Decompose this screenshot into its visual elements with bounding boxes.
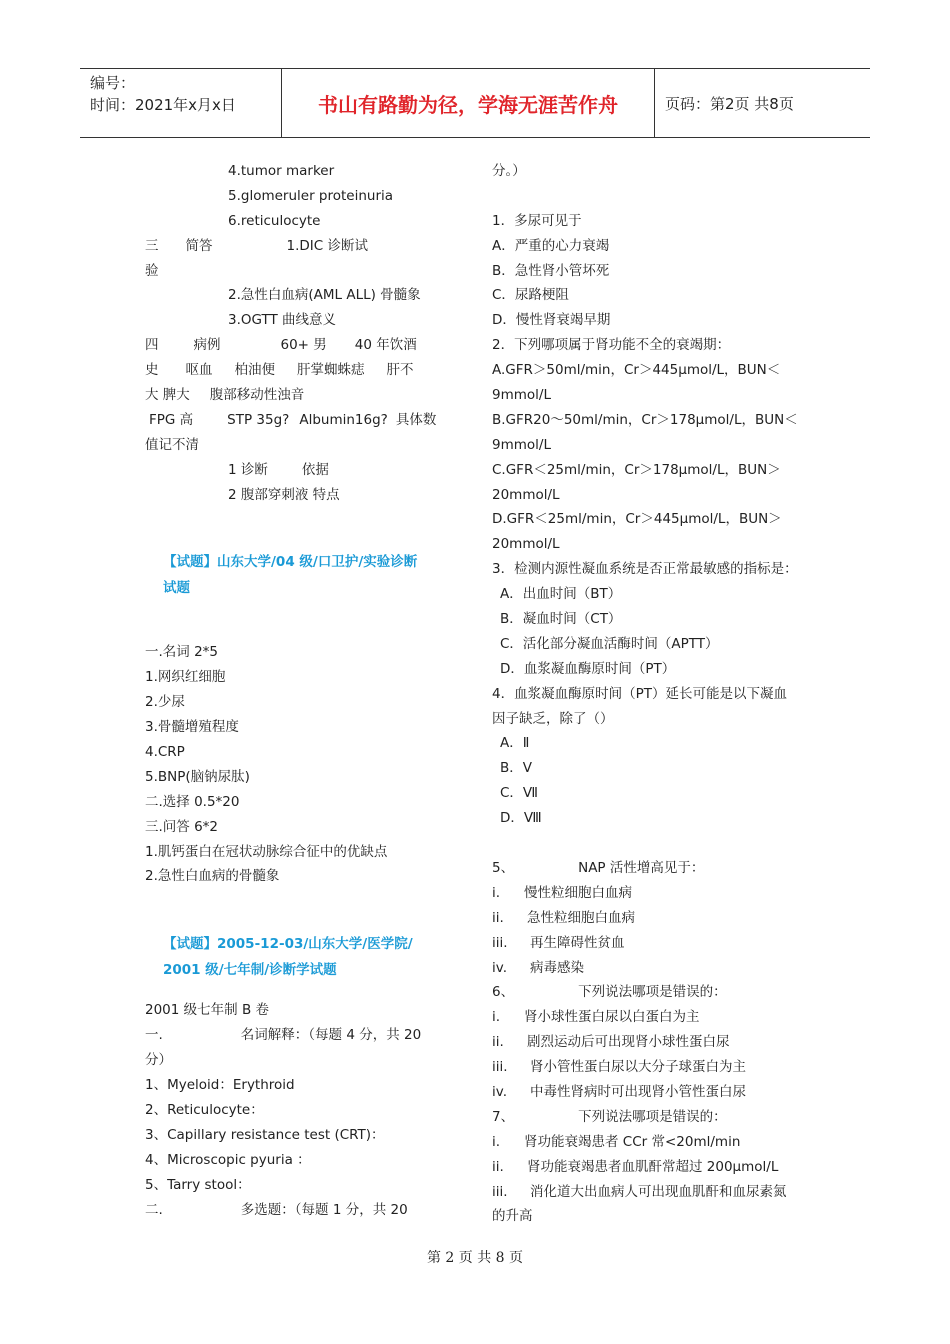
text-fragment: 多选题：（每题 1 分，共 20 <box>240 1201 408 1218</box>
text-fragment: 一. <box>145 1027 163 1044</box>
text-line: 1.肌钙蛋白在冠状动脉综合征中的优缺点 <box>145 843 388 860</box>
question-text: NAP 活性增高见于： <box>578 859 705 876</box>
option-marker: iv. <box>492 1083 507 1100</box>
answer-option: B．急性肾小管坏死 <box>492 262 610 279</box>
question-stem: 4．血浆凝血酶原时间（PT）延长可能是以下凝血 <box>492 685 787 702</box>
text-fragment: 腹部移动性浊音 <box>209 387 305 404</box>
answer-option <box>492 956 822 981</box>
text-fragment: 1 诊断 <box>228 461 268 478</box>
option-marker: i. <box>492 1133 501 1150</box>
answer-option <box>492 1030 822 1055</box>
question-number: 7、 <box>492 1108 515 1125</box>
header-motto: 书山有路勤为径，学海无涯苦作舟 <box>318 93 618 117</box>
option-text: 肾功能衰竭患者 CCr 常<20ml/min <box>524 1133 741 1150</box>
answer-option: A．出血时间（BT） <box>500 586 622 603</box>
page-header <box>80 68 870 138</box>
text-line: 3.骨髓增殖程度 <box>145 719 239 736</box>
answer-option: C．尿路梗阻 <box>492 287 569 304</box>
question-text: 下列说法哪项是错误的： <box>578 1108 727 1125</box>
text-line: 2.少尿 <box>145 694 185 711</box>
text-line: 2 腹部穿刺液 特点 <box>228 486 340 503</box>
text-fragment: FPG 高 <box>149 411 194 428</box>
question-stem <box>492 980 822 1005</box>
text-fragment: 具体数 <box>395 411 437 428</box>
question-text: 下列说法哪项是错误的： <box>578 984 727 1001</box>
header-page-number: 页码：第2页 共8页 <box>665 95 794 113</box>
text-line <box>145 333 455 358</box>
answer-option: 9mmol/L <box>492 436 551 453</box>
text-line: 5、Tarry stool： <box>145 1176 251 1193</box>
text-fragment: 肝掌蜘蛛痣 <box>297 362 365 379</box>
text-line <box>145 383 455 408</box>
text-fragment: 呕血 <box>185 362 213 379</box>
text-fragment: 病例 <box>193 337 221 354</box>
answer-option: B．Ⅴ <box>500 760 532 777</box>
answer-option <box>492 906 822 931</box>
option-text: 剧烈运动后可出现肾小球性蛋白尿 <box>527 1034 730 1051</box>
text-line: 2.急性白血病(AML ALL) 骨髓象 <box>228 287 421 304</box>
answer-option: A．严重的心力衰竭 <box>492 237 610 254</box>
text-fragment: 60+ 男 <box>280 337 327 354</box>
option-marker: ii. <box>492 909 504 926</box>
text-line <box>145 234 455 259</box>
text-fragment: STP 35g? <box>227 411 290 428</box>
text-line: 1.网织红细胞 <box>145 669 226 686</box>
answer-option: B.GFR20～50ml/min，Cr＞178μmol/L，BUN＜ <box>492 411 798 428</box>
section-heading: 试题 <box>163 580 190 597</box>
option-text: 急性粒细胞白血病 <box>527 909 635 926</box>
question-number: 6、 <box>492 984 515 1001</box>
option-text: 病毒感染 <box>530 959 584 976</box>
answer-option: 9mmol/L <box>492 387 551 404</box>
text-line: 5.BNP(脑钠尿肽) <box>145 768 250 785</box>
text-line: 2、Reticulocyte： <box>145 1101 264 1118</box>
text-line: 三.问答 6*2 <box>145 818 219 835</box>
text-line: 2001 级七年制 B 卷 <box>145 1002 269 1019</box>
text-line: 的升高 <box>492 1208 533 1225</box>
option-marker: iii. <box>492 1183 508 1200</box>
option-marker: i. <box>492 884 501 901</box>
answer-option: D．Ⅷ <box>500 810 542 827</box>
answer-option: D．慢性肾衰竭早期 <box>492 312 611 329</box>
header-divider <box>654 69 655 137</box>
question-stem <box>492 1105 822 1130</box>
text-line: 2.急性白血病的骨髓象 <box>145 868 280 885</box>
option-text: 再生障碍性贫血 <box>530 934 625 951</box>
answer-option: 20mmol/L <box>492 486 560 503</box>
option-marker: ii. <box>492 1158 504 1175</box>
answer-option <box>492 1080 822 1105</box>
answer-option: 20mmol/L <box>492 536 560 553</box>
option-text: 肾小球性蛋白尿以白蛋白为主 <box>524 1009 700 1026</box>
text-line: 二.选择 0.5*20 <box>145 793 240 810</box>
answer-option <box>492 881 822 906</box>
document-date-label: 时间：2021年x月x日 <box>90 96 236 114</box>
left-column <box>145 159 455 1222</box>
answer-option <box>492 1180 822 1205</box>
text-fragment: 二. <box>145 1201 163 1218</box>
question-number: 5、 <box>492 859 515 876</box>
text-line <box>145 1023 455 1048</box>
answer-option <box>492 1155 822 1180</box>
text-line <box>145 458 455 483</box>
text-fragment: 四 <box>145 337 159 354</box>
text-fragment: Albumin16g? <box>299 411 388 428</box>
text-line: 6.reticulocyte <box>228 212 321 229</box>
text-fragment: 依据 <box>301 461 329 478</box>
question-stem: 2．下列哪项属于肾功能不全的衰竭期： <box>492 337 731 354</box>
answer-option: C．Ⅶ <box>500 785 539 802</box>
text-line: 分。） <box>492 163 526 179</box>
answer-option <box>492 931 822 956</box>
question-stem <box>492 856 822 881</box>
answer-option <box>492 1005 822 1030</box>
answer-option: A.GFR＞50ml/min，Cr＞445μmol/L，BUN＜ <box>492 362 781 379</box>
option-text: 慢性粒细胞白血病 <box>524 884 632 901</box>
answer-option: A．Ⅱ <box>500 735 530 752</box>
text-line: 验 <box>145 262 159 279</box>
right-column <box>492 159 822 1229</box>
option-marker: i. <box>492 1009 501 1026</box>
text-fragment: 1.DIC 诊断试 <box>286 237 368 254</box>
text-fragment: 肝不 <box>386 362 414 379</box>
text-line: 4、Microscopic pyuria ： <box>145 1151 311 1168</box>
text-line: 3、Capillary resistance test (CRT)： <box>145 1126 385 1143</box>
section-heading: 【试题】2005-12-03/山东大学/医学院/ <box>163 936 413 953</box>
header-meta <box>90 72 236 116</box>
option-marker: iii. <box>492 1059 508 1076</box>
text-line: 3.OGTT 曲线意义 <box>228 312 337 329</box>
text-fragment: 三 <box>145 237 159 254</box>
text-line <box>145 358 455 383</box>
question-stem: 3．检测内源性凝血系统是否正常最敏感的指标是： <box>492 561 798 578</box>
answer-option <box>492 1055 822 1080</box>
document-number-label: 编号： <box>90 74 136 92</box>
answer-option <box>492 1130 822 1155</box>
text-fragment: 柏油便 <box>234 362 275 379</box>
option-marker: iv. <box>492 959 507 976</box>
text-fragment: 简答 <box>185 237 213 254</box>
option-text: 消化道大出血病人可出现血肌酐和血尿素氮 <box>530 1183 787 1200</box>
answer-option: D．血浆凝血酶原时间（PT） <box>500 660 676 677</box>
page-footer: 第 2 页 共 8 页 <box>426 1250 524 1266</box>
text-line: 5.glomeruler proteinuria <box>228 187 394 204</box>
option-text: 肾功能衰竭患者血肌酐常超过 200μmol/L <box>527 1158 779 1175</box>
text-line: 1、Myeloid：Erythroid <box>145 1077 295 1094</box>
answer-option: C.GFR＜25ml/min，Cr＞178μmol/L，BUN＞ <box>492 461 781 478</box>
option-text: 中毒性肾病时可出现肾小管性蛋白尿 <box>530 1083 746 1100</box>
text-fragment: 史 <box>145 362 159 379</box>
answer-option: B．凝血时间（CT） <box>500 611 622 628</box>
section-heading: 【试题】山东大学/04 级/口卫护/实验诊断 <box>163 554 418 571</box>
answer-option: C．活化部分凝血活酶时间（APTT） <box>500 635 719 652</box>
text-line <box>145 1198 455 1223</box>
text-line <box>145 408 455 433</box>
text-line: 4.CRP <box>145 744 185 761</box>
option-marker: iii. <box>492 934 508 951</box>
answer-option: D.GFR＜25ml/min，Cr＞445μmol/L，BUN＞ <box>492 511 782 528</box>
text-line: 值记不清 <box>145 436 199 453</box>
text-fragment: 大 脾大 <box>145 387 190 404</box>
option-text: 肾小管性蛋白尿以大分子球蛋白为主 <box>530 1059 746 1076</box>
text-line: 分） <box>145 1052 172 1069</box>
text-fragment: 40 年饮酒 <box>354 337 417 354</box>
section-heading: 2001 级/七年制/诊断学试题 <box>163 962 337 979</box>
option-marker: ii. <box>492 1034 504 1051</box>
text-line: 一.名词 2*5 <box>145 644 219 661</box>
question-stem: 1．多尿可见于 <box>492 212 582 229</box>
question-stem: 因子缺乏，除了（） <box>492 710 614 727</box>
text-line: 4.tumor marker <box>228 163 335 179</box>
text-fragment: 名词解释：（每题 4 分，共 20 <box>240 1027 422 1044</box>
